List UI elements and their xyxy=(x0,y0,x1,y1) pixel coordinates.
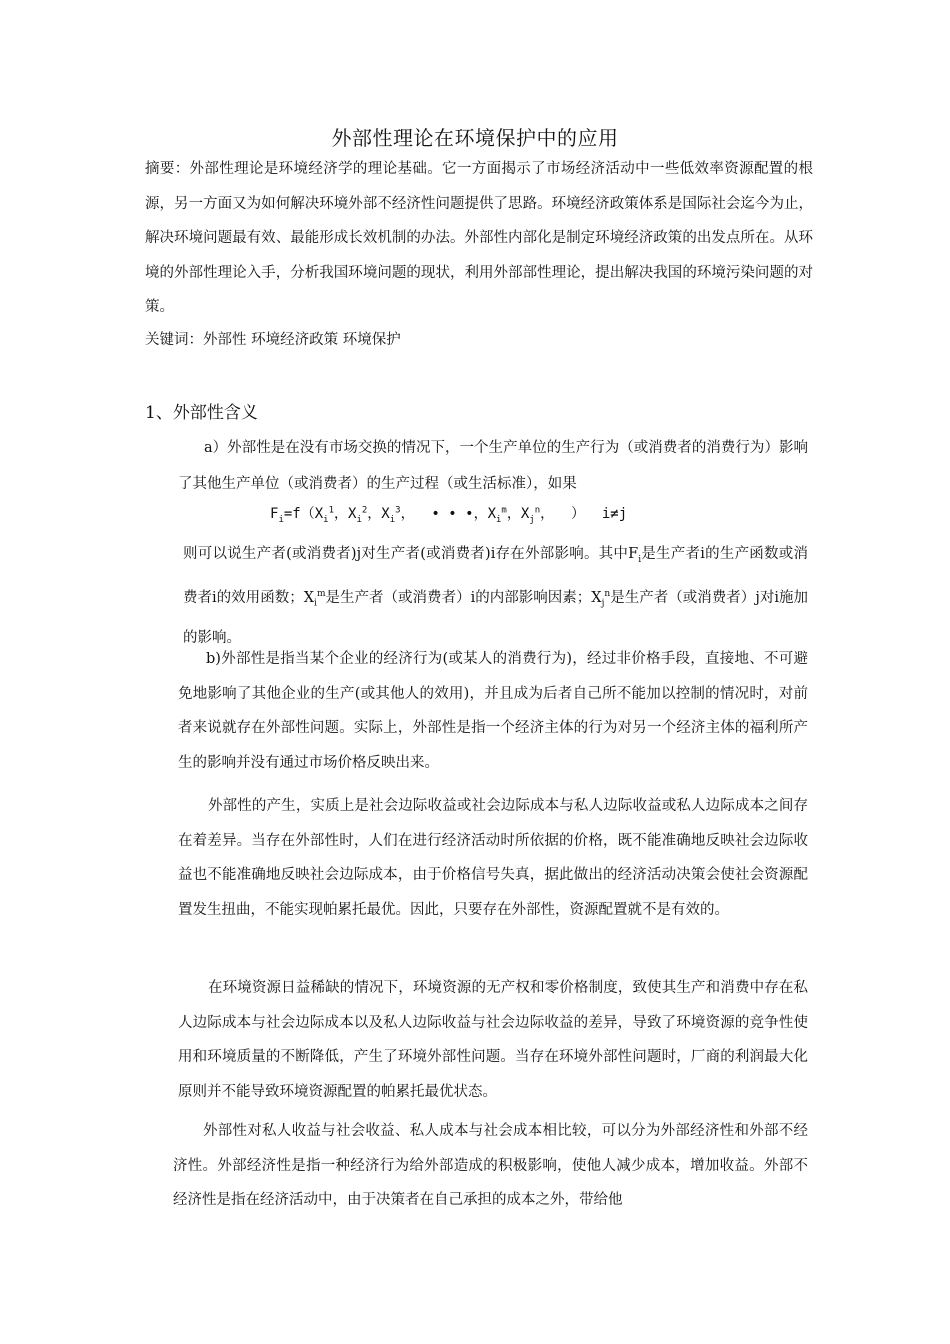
def-sup3: n xyxy=(604,588,611,599)
formula-lhs-sub: i xyxy=(278,514,284,525)
paragraph-externality-origin: 外部性的产生，实质上是社会边际收益或社会边际成本与私人边际收益或私人边际成本之间存在着差异。当存在外部性时，人们在进行经济活动时所依据的价格，既不能准确地反映社会边际收益也不能准确地反映社会边际成本，由于价格信号失真，据此做出的经济活动决策会使社会资源配置发生扭曲，不能实现帕累托最优。因此，只要存在外部性，资源配置就不是有效的。 xyxy=(178,798,808,918)
def-part1: 则可以说生产者(或消费者)j对生产者(或消费者)i存在外部影响。其中F xyxy=(183,546,639,562)
def-part3: 是生产者（或消费者）i的内部影响因素；X xyxy=(325,589,602,606)
formula-t1-sup: 1 xyxy=(328,505,334,516)
formula-eq: =f（X xyxy=(283,506,324,522)
formula-lhs: F xyxy=(270,506,279,522)
def-sub3: j xyxy=(601,598,605,609)
formula-t3-sub: i xyxy=(389,514,396,525)
def-part2: 是生产者i的生产函数或消费者i的效用函数；X xyxy=(183,546,808,606)
formula-sep4: ，X xyxy=(506,506,530,522)
paragraph-b: b)外部性是指当某个企业的经济行为(或某人的消费行为)，经过非价格手段，直接地、不可避免地影响了其他企业的生产(或其他人的效用)，并且成为后者自己所不能加以控制的情况时，对前者来说就存在外部性问题。实际上，外部性是指一个经济主体的行为对另一个经济主体的福利所产生的影响并没有通过市场价格反映出来。 xyxy=(178,651,808,771)
formula-t4-sup: m xyxy=(501,505,507,516)
keywords-line: 关键词：外部性 环境经济政策 环境保护 xyxy=(145,332,401,348)
formula-t5-sub: j xyxy=(529,514,535,525)
formula-t2-sup: 2 xyxy=(361,505,368,516)
definition-paragraph xyxy=(183,537,808,655)
formula-close: ， ） i≠j xyxy=(540,506,628,522)
paragraph-environmental-resources: 在环境资源日益稀缺的情况下，环境资源的无产权和零价格制度，致使其生产和消费中存在私人边际成本与社会边际成本以及私人边际收益与社会边际收益的差异，导致了环境资源的竞争性使用和环境质量的不断降低，产生了环境外部性问题。当存在环境外部性问题时，厂商的利润最大化原则并不能导致环境资源配置的帕累托最优状态。 xyxy=(178,980,808,1100)
formula-t4-sub: i xyxy=(496,514,502,525)
abstract-paragraph: 摘要：外部性理论是环境经济学的理论基础。它一方面揭示了市场经济活动中一些低效率资源配置的根源，另一方面又为如何解决环境外部不经济性问题提供了思路。环境经济政策体系是国际社会迄今为止，解决环境问题最有效、最能形成长效机制的办法。外部性内部化是制定环境经济政策的出发点所在。从环境的外部性理论入手，分析我国环境问题的现状，利用外部部性理论，提出解决我国的环境污染问题的对策。 xyxy=(145,161,813,315)
paragraph-external-economy: 外部性对私人收益与社会收益、私人成本与社会成本相比较，可以分为外部经济性和外部不经济性。外部经济性是指一种经济行为给外部造成的积极影响，使他人减少成本，增加收益。外部不经济性是指在经济活动中，由于决策者在自己承担的成本之外，带给他 xyxy=(173,1123,808,1208)
formula-sep1: ，X xyxy=(334,506,357,522)
document-title: 外部性理论在环境保护中的应用 xyxy=(331,126,619,150)
formula-t3-sup: 3 xyxy=(395,505,401,516)
formula-t1-sub: i xyxy=(323,514,329,525)
formula-dots: ， • • •，X xyxy=(400,506,496,522)
def-part4: 是生产者（或消费者）j对i施加的影响。 xyxy=(183,589,808,646)
formula-t5-sup: n xyxy=(534,505,541,516)
section-heading-1: 1、外部性含义 xyxy=(145,403,258,423)
paragraph-a: a）外部性是在没有市场交换的情况下，一个生产单位的生产行为（或消费者的消费行为）影响了其他生产单位（或消费者）的生产过程（或生活标准），如果 xyxy=(178,440,808,492)
formula-sep2: ，X xyxy=(367,506,390,522)
def-sup2: m xyxy=(316,588,326,599)
def-sub1: i xyxy=(638,554,642,565)
def-sub2: i xyxy=(314,598,317,609)
externality-formula xyxy=(270,503,627,525)
formula-t2-sub: i xyxy=(356,514,362,525)
